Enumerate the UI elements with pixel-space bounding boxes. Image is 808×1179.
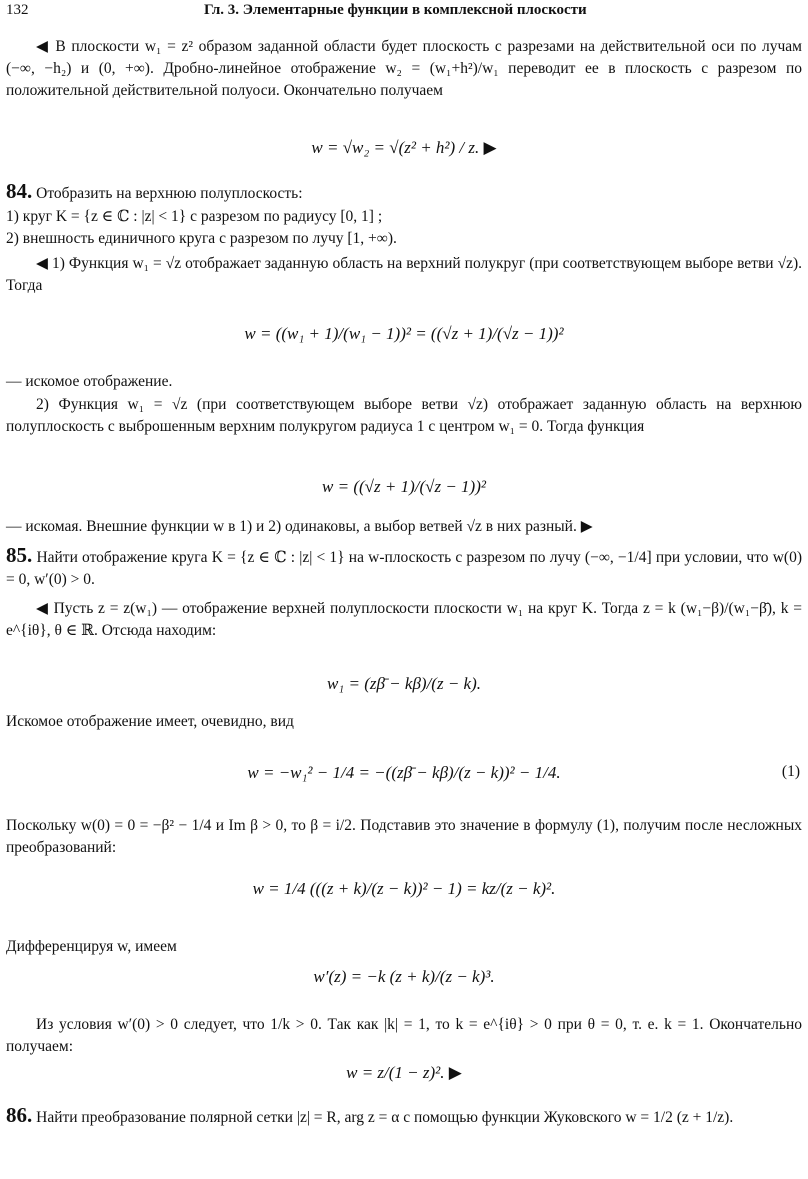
solution-85-text-1: Искомое отображение имеет, очевидно, вид: [6, 713, 294, 730]
formula-85-4: w′(z) = −k (z + k)/(z − k)³.: [313, 967, 495, 986]
problem-86-statement: [6, 1104, 802, 1129]
solution-84-part-2: 2) Функция w₁ = √z (при соответствующем выборе ветви √z) отображает заданную область на верхнюю полуплоскость с выброшенным верхним полукругом радиуса 1 с центром w₁ = 0. Тогда функция: [6, 396, 802, 435]
page-number: 132: [6, 2, 29, 18]
formula-83: w = √w₂ = √(z² + h²) / z. ▶: [311, 138, 497, 157]
problem-85-statement: [6, 544, 802, 591]
solution-84-remark: — искомое отображение.: [6, 373, 173, 390]
formula-84-2: w = ((√z + 1)/(√z − 1))²: [322, 477, 486, 496]
problem-number-84: 84.: [6, 179, 33, 203]
chapter-title: Гл. 3. Элементарные функции в комплексной плоскости: [204, 2, 587, 18]
problem-86-text: Найти преобразование полярной сетки |z| = R, arg z = α с помощью функции Жуковского w = 1/2 (z + 1/z).: [36, 1109, 734, 1126]
problem-85-text: Найти отображение круга K = {z ∈ ℂ : |z| < 1} на w-плоскость с разрезом по лучу (−∞, −1/4] при условии, что w(0) = 0, w′(0) > 0.: [6, 549, 802, 588]
page-header: [6, 2, 802, 26]
text-solution-83: ◀ В плоскости w₁ = z² образом заданной области будет плоскость с разрезами на действительной оси по лучам (−∞, −h₂) и (0, +∞). Дробно-линейное отображение w₂ = (w₁+h²)/w₁ переводит ее в плоскость с разрезом по положительной действительной полуоси. Окончательно получаем: [6, 38, 802, 99]
solution-84-conclusion: — искомая. Внешние функции w в 1) и 2) одинаковы, а выбор ветвей √z в них разный. ▶: [6, 518, 593, 535]
solution-85-text-4: Из условия w′(0) > 0 следует, что 1/k > 0. Так как |k| = 1, то k = e^{iθ} > 0 при θ = 0, т. е. k = 1. Окончательно получаем:: [6, 1016, 802, 1055]
formula-85-2: w = −w₁² − 1/4 = −((zβ̄ − kβ)/(z − k))² − 1/4.: [247, 763, 561, 782]
solution-85-text-2: Поскольку w(0) = 0 = −β² − 1/4 и Im β > 0, то β = i/2. Подставив это значение в формулу (1), получим после несложных преобразований:: [6, 817, 802, 856]
solution-84-part-1: ◀ 1) Функция w₁ = √z отображает заданную область на верхний полукруг (при соответствующем выборе ветви √z). Тогда: [6, 255, 802, 294]
problem-84-text: Отобразить на верхнюю полуплоскость:: [36, 185, 303, 202]
equation-number-1: (1): [781, 763, 800, 780]
formula-84-1: w = ((w₁ + 1)/(w₁ − 1))² = ((√z + 1)/(√z − 1))²: [244, 324, 564, 343]
problem-84-item-1: 1) круг K = {z ∈ ℂ : |z| < 1} с разрезом по радиусу [0, 1] ;: [6, 208, 383, 225]
solution-85-text-3: Дифференцируя w, имеем: [6, 938, 177, 955]
problem-84-statement: [6, 180, 802, 205]
formula-85-3: w = 1/4 (((z + k)/(z − k))² − 1) = kz/(z − k)².: [252, 879, 556, 898]
formula-85-5: w = z/(1 − z)². ▶: [346, 1063, 462, 1082]
formula-85-1: w₁ = (zβ̄ − kβ)/(z − k).: [326, 674, 482, 693]
problem-number-85: 85.: [6, 543, 33, 567]
problem-84-item-2: 2) внешность единичного круга с разрезом по лучу [1, +∞).: [6, 230, 397, 247]
problem-number-86: 86.: [6, 1103, 33, 1127]
solution-85-intro: ◀ Пусть z = z(w₁) — отображение верхней полуплоскости плоскости w₁ на круг K. Тогда z = k (w₁−β)/(w₁−β̄), k = e^{iθ}, θ ∈ ℝ. Отсюда находим:: [6, 600, 802, 639]
